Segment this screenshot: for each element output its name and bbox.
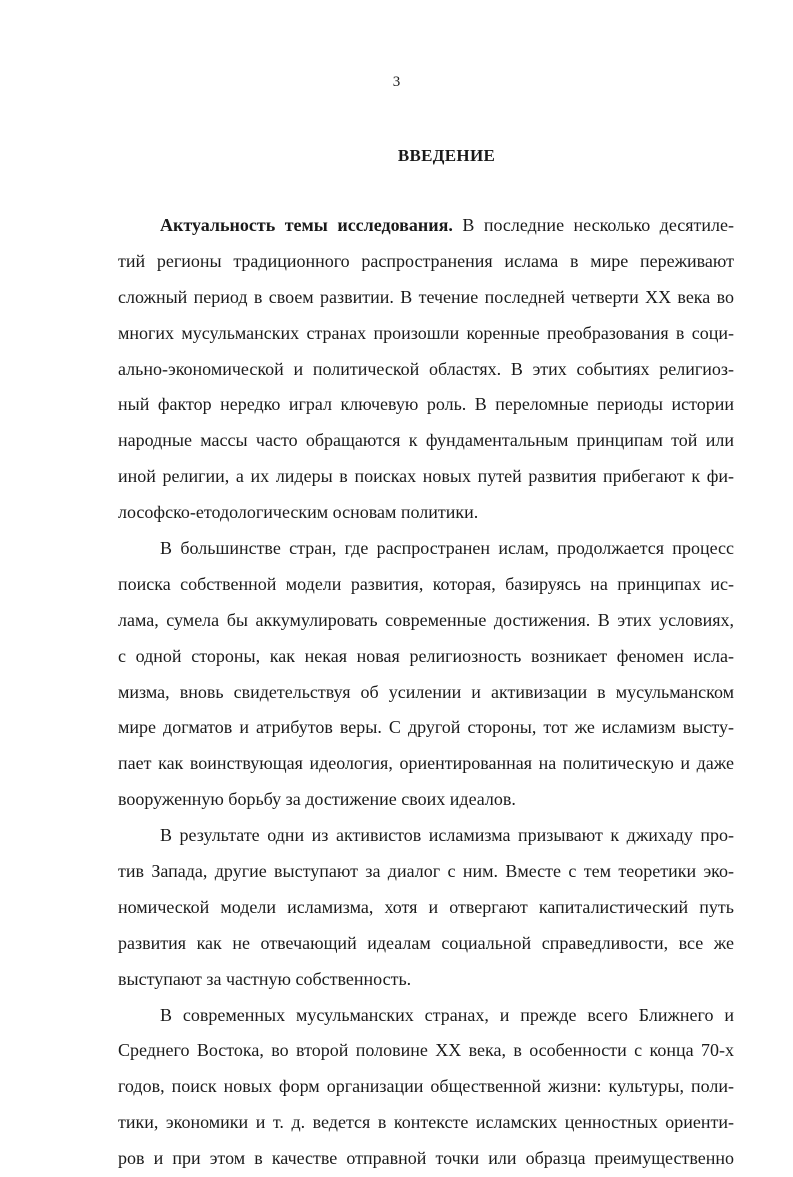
text-line: сложный период в своем развитии. В течение последней четверти XX века во (118, 286, 734, 307)
text-line: ров и при этом в качестве отправной точки или образца преимущественно (118, 1148, 734, 1169)
text-line: тики, экономики и т. д. ведется в контексте исламских ценностных ориенти- (118, 1112, 734, 1133)
text-line: вооруженную борьбу за достижение своих идеалов. (118, 789, 516, 810)
text-line: В результате одни из активистов исламизма призывают к джихаду про- (160, 825, 734, 846)
text-line: развития как не отвечающий идеалам социальной справедливости, все же (118, 932, 734, 953)
text-line: ный фактор нередко играл ключевую роль. В переломные периоды истории (118, 394, 734, 415)
paragraph-4 (118, 998, 734, 1177)
text-line (118, 208, 734, 244)
lead-bold-phrase: Актуальность темы исследования. (160, 215, 453, 235)
text-line: номической модели исламизма, хотя и отвергают капиталистический путь (118, 896, 734, 917)
text-line: В большинстве стран, где распространен ислам, продолжается процесс (160, 538, 734, 559)
text-line: пает как воинствующая идеология, ориентированная на политическую и даже (118, 753, 734, 774)
text-line: ально-экономической и политической областях. В этих событиях религиоз- (118, 358, 734, 379)
text-line: с одной стороны, как некая новая религиозность возникает феномен исла- (118, 645, 734, 666)
text-line: годов, поиск новых форм организации общественной жизни: культуры, поли- (118, 1076, 734, 1097)
text-line: иной религии, а их лидеры в поисках новых путей развития прибегают к фи- (118, 466, 734, 487)
text-line: В современных мусульманских странах, и прежде всего Ближнего и (160, 1004, 734, 1025)
text-line: Среднего Востока, во второй половине XX века, в особенности с конца 70-х (118, 1040, 734, 1061)
text-line: мизма, вновь свидетельствуя об усилении и активизации в мусульманском (118, 681, 734, 702)
text-line-content: В последние несколько десятиле- (452, 215, 734, 235)
text-line: многих мусульманских странах произошли коренные преобразования в соци- (118, 322, 734, 343)
text-line: мире догматов и атрибутов веры. С другой стороны, тот же исламизм высту- (118, 717, 734, 738)
section-heading: ВВЕДЕНИЕ (397, 146, 496, 165)
paragraph-1 (118, 208, 734, 531)
body-text (118, 208, 734, 1177)
text-line: лама, сумела бы аккумулировать современные достижения. В этих условиях, (118, 609, 734, 630)
text-line: народные массы часто обращаются к фундаментальным принципам той или (118, 430, 734, 451)
text-line: тив Запада, другие выступают за диалог с ним. Вместе с тем теоретики эко- (118, 861, 734, 882)
page-number: 3 (392, 74, 401, 90)
text-line: тий регионы традиционного распространения ислама в мире переживают (118, 250, 734, 271)
text-line: выступают за частную собственность. (118, 968, 412, 989)
paragraph-2 (118, 531, 734, 818)
paragraph-3 (118, 818, 734, 997)
text-line: поиска собственной модели развития, которая, базируясь на принципах ис- (118, 573, 734, 594)
text-line: лософско-етодологическим основам политики. (118, 502, 479, 523)
